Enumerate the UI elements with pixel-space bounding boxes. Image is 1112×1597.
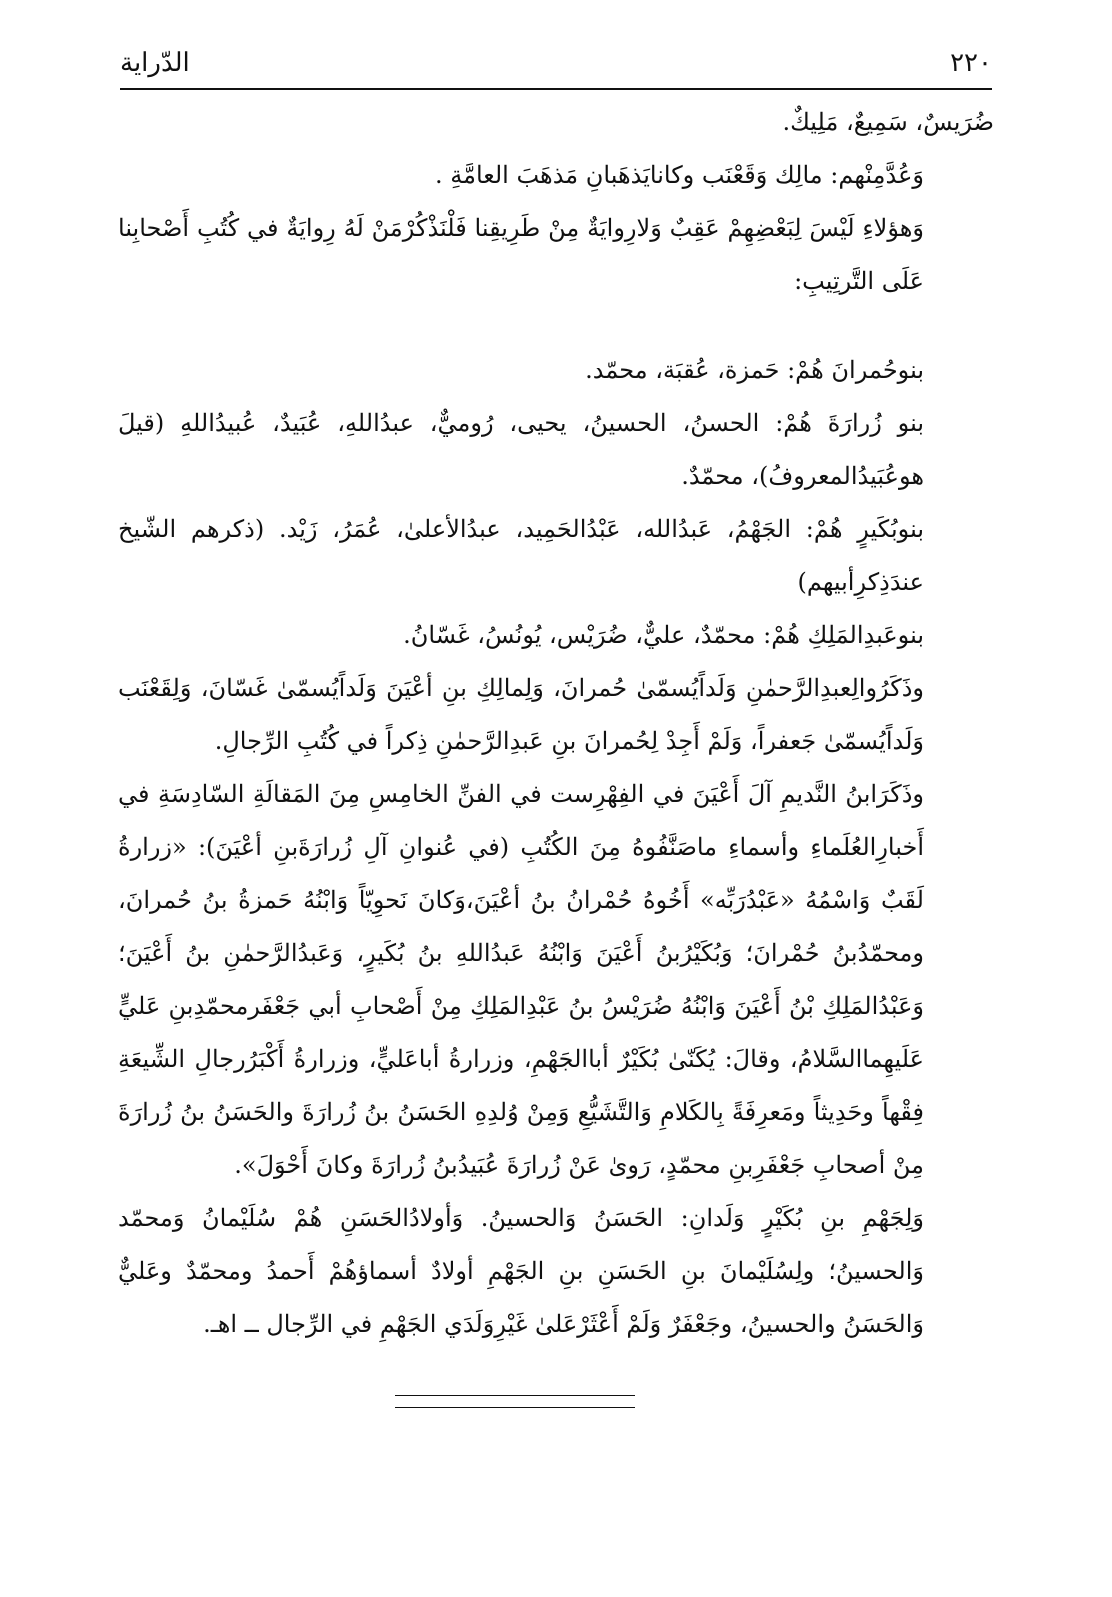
page-number: ٢٢٠ [950, 48, 992, 78]
main-text [118, 96, 994, 1351]
page-header [120, 40, 992, 86]
end-rule-bottom [395, 1407, 635, 1408]
paragraph-6: بنوبُكَيرٍ هُمْ: الجَهْمُ، عَبدُالله، عَبْدُالحَمِيد، عبدُالأعلىٰ، عُمَرُ، زَيْد. (ذكرهم الشّيخ عندَذِكرِأبيهم) [118, 515, 925, 596]
paragraph-1: ضُرَيسٌ، سَمِيعٌ، مَلِيكٌ. [782, 108, 994, 136]
end-rule-top [395, 1395, 635, 1396]
header-rule [120, 88, 992, 90]
paragraph-3: وَهؤلاءِ لَيْسَ لِبَعْضِهِمْ عَقِبٌ وَلارِوايَةٌ مِنْ طَرِيقِنا فَلْنَذْكُرْمَنْ لَهُ رِوايَةٌ في كُتُبِ أَصْحابِنا عَلَى التَّرتِيبِ: [118, 214, 924, 295]
paragraph-4: بنوحُمرانَ هُمْ: حَمزة، عُقبَة، محمّد. [585, 356, 924, 384]
paragraph-2: وَعُدَّمِنْهم: مالِك وَقَعْنَب وكانايَذهَبانِ مَذهَبَ العامَّةِ . [435, 161, 924, 189]
paragraph-10: وَلِجَهْمِ بنِ بُكَيْرٍ وَلَدانِ: الحَسَنُ وَالحسينُ. وَأولادُالحَسَنِ هُمْ سُلَيْمانُ وَمحمّد وَالحسينُ؛ ولِسُلَيْمانَ بنِ الحَسَنِ بنِ الجَهْمِ أولادٌ أسماؤهُمْ أَحمدُ ومحمّدٌ وعَليٌّ وَالحَسَنُ والحسينُ، وجَعْفَرٌ وَلَمْ أَعْثَرْعَلىٰ غَيْرِوَلَدَي الجَهْمِ في الرِّجال ــ اهـ. [118, 1204, 924, 1338]
running-title: الدّراية [120, 48, 190, 78]
paragraph-7: بنوعَبدِالمَلِكِ هُمْ: محمّدٌ، عليٌّ، ضُرَيْس، يُونُسُ، غَسّانُ. [403, 621, 924, 649]
paragraph-9: وذَكَرَابنُ النَّديمِ آلَ أَعْيَنَ في الفِهْرِست في الفنِّ الخامِسِ مِنَ المَقالَةِ السّادِسَةِ في أَخبارِالعُلَماءِ وأسماءِ ماصَنَّفُوهُ مِنَ الكُتُبِ (في عُنوانِ آلِ زُرارَةَبنِ أعْيَنَ): «زرارةُ لَقَبٌ وَاسْمُهُ «عَبْدُرَبِّه» أَخُوهُ حُمْرانُ بنُ أعْيَنَ،وَكانَ نَحوِيّاً وَابْنُهُ حَمزةُ بنُ حُمرانَ، ومحمّدُبنُ حُمْرانَ؛ وَبُكَيْرُبنُ أَعْيَنَ وَابْنُهُ عَبدُاللهِ بنُ بُكَيرٍ، وَعَبدُالرَّحمٰنِ بنُ أَعْيَنَ؛ وَعَبْدُالمَلِكِ بْنُ أَعْيَنَ وَابْنُهُ ضُرَيْسُ بنُ عَبْدِالمَلِكِ مِنْ أَصْحابِ أبي جَعْفَرمحمّدِبنِ عَليٍّ عَلَيهِماالسَّلامُ، وقالَ: يُكَنّىٰ بُكَيْرٌ أباالجَهْمِ، وزرارةُ أباعَليٍّ، وزرارةُ أَكْبَرُرجالِ الشِّيعَةِ فِقْهاً وحَدِيثاً ومَعرِفَةً بِالكَلامِ وَالتَّشَيُّعِ وَمِنْ وُلدِهِ الحَسَنُ بنُ زُرارَةَ والحَسَنُ بنُ زُرارَةَ مِنْ أصحابِ جَعْفَرِبنِ محمّدٍ، رَوىٰ عَنْ زُرارَةَ عُبَيدُبنُ زُرارَةَ وكانَ أَحْوَلَ». [118, 780, 924, 1179]
paragraph-8: وذَكَرُوالِعبدِالرَّحمٰنِ وَلَداًيُسمّىٰ حُمرانَ، وَلِمالِكِ بنِ أعْيَنَ وَلَداًيُسمّىٰ غَسّانَ، وَلِقَعْنَب وَلَداًيُسمّىٰ جَعفراً، وَلَمْ أَجِدْ لِحُمرانَ بنِ عَبدِالرَّحمٰنِ ذِكراً في كُتُبِ الرِّجالِ. [118, 674, 924, 755]
paragraph-5: بنو زُرارَةَ هُمْ: الحسنُ، الحسينُ، يحيى، رُوميٌّ، عبدُاللهِ، عُبَيدٌ، عُبيدُاللهِ (قيلَ هوعُبَيدُالمعروفُ)، محمّدٌ. [118, 409, 924, 490]
end-ornament [0, 1395, 1112, 1419]
